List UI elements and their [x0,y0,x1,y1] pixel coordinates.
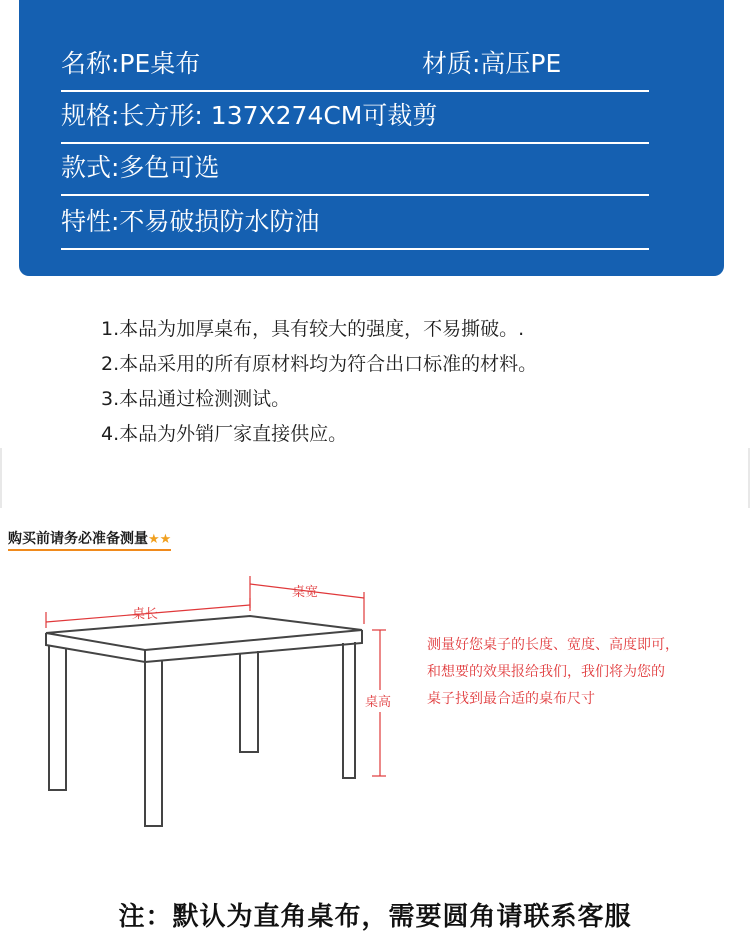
measure-note-line: 和想要的效果报给我们，我们将为您的 [427,664,665,680]
star-icon: ★★ [148,532,172,547]
spec-row-feature [61,196,649,250]
feature-list [101,312,537,452]
length-label: 桌长 [132,607,159,622]
spec-style: 款式:多色可选 [61,153,220,182]
feature-item: 2.本品采用的所有原材料均为符合出口标准的材料。 [101,353,538,375]
spec-name: 名称:PE桌布 [61,49,201,78]
spec-panel [19,0,724,276]
spec-row-name [61,38,649,92]
feature-item: 3.本品通过检测测试。 [101,388,291,410]
left-divider [0,448,2,508]
measure-title-text: 购买前请务必准备测量 [8,531,148,547]
table-outline [46,616,362,826]
spec-material: 材质:高压PE [422,49,562,78]
measure-title [8,528,171,551]
dimension-lines [46,576,386,776]
width-label: 桌宽 [292,585,319,600]
table-diagram [0,560,430,840]
spec-row-size [61,90,649,144]
spec-row-style [61,142,649,196]
feature-item: 1.本品为加厚桌布，具有较大的强度，不易撕破。. [101,318,525,340]
measure-note [427,632,737,713]
feature-item: 4.本品为外销厂家直接供应。 [101,423,348,445]
corner-note: 注：默认为直角桌布，需要圆角请联系客服 [118,902,632,932]
measure-note-line: 测量好您桌子的长度、宽度、高度即可， [427,637,679,653]
spec-size: 规格:长方形: 137X274CM可裁剪 [61,101,438,130]
spec-feature: 特性:不易破损防水防油 [61,207,320,236]
measure-note-line: 桌子找到最合适的桌布尺寸 [427,691,595,707]
height-label: 桌高 [365,695,392,710]
